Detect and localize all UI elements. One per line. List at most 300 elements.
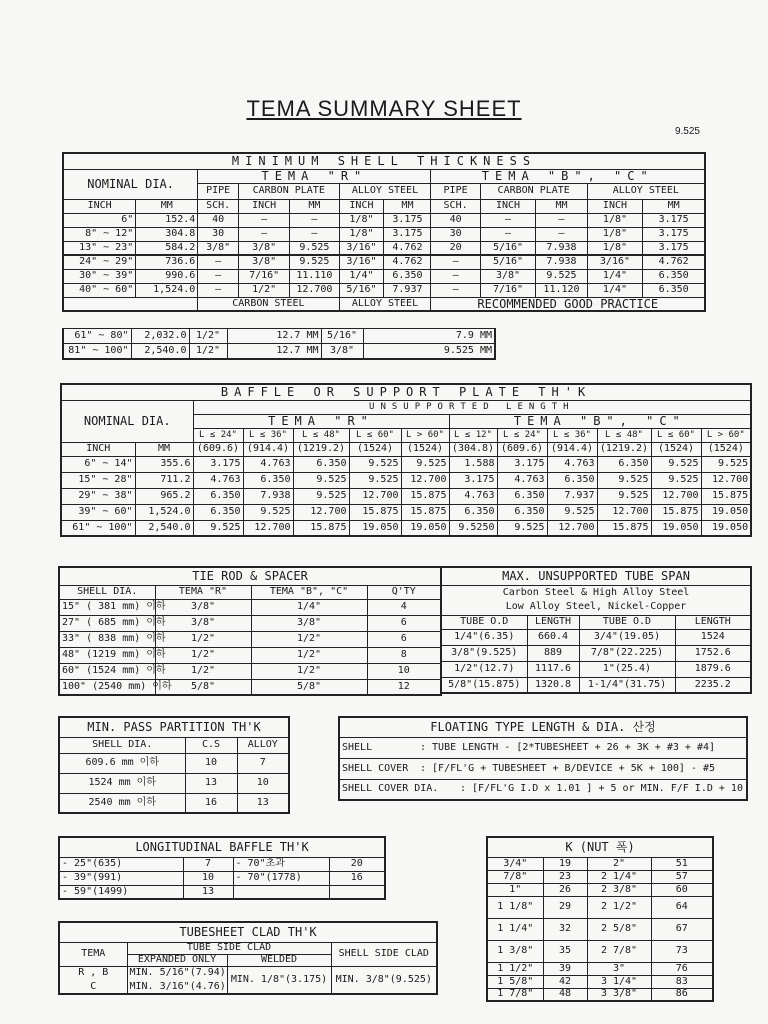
nut-row [487, 857, 713, 870]
length-header: L ≤ 24" [497, 428, 547, 442]
baffle-cell: 965.2 [135, 488, 193, 504]
nut-cell: 2 5/8" [587, 918, 651, 940]
longbaffle-row [59, 871, 385, 885]
baffle-cell: 6.350 [597, 456, 651, 472]
baffle-cell: 4.763 [449, 488, 497, 504]
baffle-row [61, 520, 751, 536]
tierod-row [59, 631, 441, 647]
nut-cell: 3/4" [487, 857, 543, 870]
sub-header: CARBON PLATE [238, 183, 339, 199]
baffle-cell: 9.525 [597, 488, 651, 504]
shell-large-cell: 61" ~ 80" [63, 329, 131, 344]
span-title: MAX. UNSUPPORTED TUBE SPAN [441, 567, 751, 585]
shell-cell: 8" ~ 12" [63, 227, 136, 241]
baffle-cell: 9.525 [349, 472, 401, 488]
shell-cell: 3.175 [384, 227, 431, 241]
baffle-cell: 15.875 [597, 520, 651, 536]
sub-header: PIPE [198, 183, 239, 199]
baffle-cell: 9.525 [597, 472, 651, 488]
shell-large-cell: 3/8" [321, 344, 363, 359]
span-header: LENGTH [675, 615, 751, 629]
pass-title: MIN. PASS PARTITION TH'K [59, 717, 289, 737]
nut-table [486, 836, 714, 1002]
tierod-cell: 12 [367, 679, 441, 695]
baffle-cell: 9.525 [243, 504, 293, 520]
span-cell: 1"(25.4) [579, 661, 675, 677]
baffle-row [61, 472, 751, 488]
length-header: L ≤ 60" [349, 428, 401, 442]
pass-cell: 13 [237, 793, 289, 813]
shell-cell: 3/8" [198, 241, 239, 255]
longbaffle-cell: 20 [329, 857, 385, 871]
floating-title: FLOATING TYPE LENGTH & DIA. 산정 [339, 717, 747, 737]
shell-cell: 1/4" [587, 283, 643, 297]
baffle-cell: 4.763 [193, 472, 243, 488]
mm-header: MM [135, 442, 193, 456]
baffle-row [61, 488, 751, 504]
shell-cell: 40 [198, 213, 239, 227]
shell-title: MINIMUM SHELL THICKNESS [63, 153, 705, 169]
baffle-cell: 15.875 [401, 504, 449, 520]
length-mm-header: (304.8) [449, 442, 497, 456]
shell-row [63, 213, 705, 227]
baffle-cell: 15.875 [293, 520, 349, 536]
nut-cell: 2 1/4" [587, 870, 651, 883]
shell-large-cell: 9.525 MM [363, 344, 495, 359]
shell-row [63, 255, 705, 269]
tierod-row [59, 647, 441, 663]
tierod-cell: 33" ( 838 mm) 이하 [59, 631, 155, 647]
shell-cell: 1/4" [339, 269, 384, 283]
longbaffle-cell [329, 885, 385, 899]
span-header: TUBE O.D [579, 615, 675, 629]
floating-label: SHELL COVER [342, 762, 409, 774]
longbaffle-title: LONGITUDINAL BAFFLE TH'K [59, 837, 385, 857]
nut-cell: 42 [543, 975, 587, 988]
baffle-cell: 15.875 [401, 488, 449, 504]
span-cell: 1524 [675, 629, 751, 645]
shell-cell: 6.350 [384, 269, 431, 283]
unit-header: INCH [63, 199, 136, 213]
baffle-unsupported: UNSUPPORTED LENGTH [193, 400, 751, 414]
clad-tema-header: TEMA [59, 942, 127, 966]
baffle-cell: 12.700 [243, 520, 293, 536]
inch-header: INCH [61, 442, 135, 456]
revision-number: 9.525 [674, 126, 700, 137]
shell-cell: — [198, 255, 239, 269]
baffle-tema-bc: TEMA "B", "C" [449, 414, 751, 428]
nut-row [487, 975, 713, 988]
shell-cell: — [198, 269, 239, 283]
baffle-cell: 2,540.0 [135, 520, 193, 536]
tierod-cell: 3/8" [251, 615, 367, 631]
baffle-cell: 4.763 [497, 472, 547, 488]
baffle-cell: 12.700 [651, 488, 701, 504]
baffle-cell: 7.938 [243, 488, 293, 504]
shell-cell: — [290, 213, 339, 227]
tierod-cell: 10 [367, 663, 441, 679]
longbaffle-cell: - 70"초과 [233, 857, 329, 871]
length-header: L ≤ 24" [193, 428, 243, 442]
tierod-header: Q'TY [367, 585, 441, 599]
shell-cell: 304.8 [136, 227, 198, 241]
baffle-cell: 12.700 [293, 504, 349, 520]
tierod-cell: 60" (1524 mm) 이하 [59, 663, 155, 679]
baffle-cell: 12.700 [349, 488, 401, 504]
clad-exp2: MIN. 3/16"(4.76) [127, 980, 227, 994]
nut-cell: 2 1/2" [587, 896, 651, 918]
span-cell: 2235.2 [675, 677, 751, 693]
tierod-cell: 3/8" [155, 599, 251, 615]
nut-cell: 19 [543, 857, 587, 870]
floating-row [339, 758, 747, 779]
baffle-cell: 9.525 [293, 488, 349, 504]
shell-cell: 5/16" [480, 241, 536, 255]
shell-cell: 6.350 [643, 283, 705, 297]
baffle-cell: 12.700 [401, 472, 449, 488]
shell-cell: — [431, 269, 480, 283]
shell-cell: 1,524.0 [136, 283, 198, 297]
length-header: L > 60" [701, 428, 751, 442]
shell-thickness-table [62, 152, 706, 312]
pass-cell: 10 [185, 753, 237, 773]
unit-header: MM [536, 199, 587, 213]
baffle-cell: 9.525 [651, 472, 701, 488]
tierod-header: TEMA "B", "C" [251, 585, 367, 599]
longbaffle-cell: - 59"(1499) [59, 885, 183, 899]
span-line1: Carbon Steel & High Alloy Steel [441, 585, 751, 600]
span-row [441, 677, 751, 693]
tierod-header: SHELL DIA. [59, 585, 155, 599]
nut-cell: 60 [651, 883, 713, 896]
shell-nominal-dia: NOMINAL DIA. [63, 169, 198, 199]
baffle-cell: 9.5250 [449, 520, 497, 536]
baffle-table [60, 383, 752, 537]
shell-cell: 9.525 [290, 241, 339, 255]
tierod-cell: 48" (1219 mm) 이하 [59, 647, 155, 663]
baffle-cell: 9.525 [701, 456, 751, 472]
baffle-cell: 9.525 [193, 520, 243, 536]
baffle-cell: 15" ~ 28" [61, 472, 135, 488]
shell-cell: 3.175 [643, 213, 705, 227]
shell-large-cell: 2,540.0 [131, 344, 189, 359]
length-mm-header: (609.6) [497, 442, 547, 456]
clad-expanded-header: EXPANDED ONLY [127, 954, 227, 966]
tierod-cell: 6 [367, 615, 441, 631]
span-header: LENGTH [527, 615, 579, 629]
nut-cell: 3 1/4" [587, 975, 651, 988]
nut-cell: 1 7/8" [487, 988, 543, 1001]
unit-header: INCH [480, 199, 536, 213]
span-cell: 660.4 [527, 629, 579, 645]
shell-cell: — [238, 213, 289, 227]
baffle-cell: 6.350 [193, 504, 243, 520]
baffle-cell: 4.763 [547, 456, 597, 472]
baffle-cell: 355.6 [135, 456, 193, 472]
length-header: L > 60" [401, 428, 449, 442]
floating-value: : [F/FL'G + TUBESHEET + B/DEVICE + 5K + 100] - #5 [420, 762, 716, 774]
tierod-cell: 15" ( 381 mm) 이하 [59, 599, 155, 615]
shell-cell: 30 [198, 227, 239, 241]
shell-large-row [63, 329, 495, 344]
shell-row [63, 269, 705, 283]
span-line2: Low Alloy Steel, Nickel-Copper [441, 600, 751, 615]
shell-cell: 7/16" [480, 283, 536, 297]
baffle-cell: 12.700 [547, 520, 597, 536]
baffle-cell: 9.525 [401, 456, 449, 472]
sub-header: CARBON PLATE [480, 183, 587, 199]
nut-cell: 23 [543, 870, 587, 883]
nut-cell: 1" [487, 883, 543, 896]
floating-formula [339, 758, 747, 779]
nut-cell: 2" [587, 857, 651, 870]
shell-cell: 584.2 [136, 241, 198, 255]
baffle-cell: 9.525 [497, 520, 547, 536]
nut-cell: 57 [651, 870, 713, 883]
shell-row [63, 227, 705, 241]
baffle-cell: 9.525 [293, 472, 349, 488]
nut-cell: 48 [543, 988, 587, 1001]
floating-value: : TUBE LENGTH - [2*TUBESHEET + 26 + 3K + #3 + #4] [420, 741, 716, 753]
shell-tema-bc: TEMA "B", "C" [431, 169, 705, 183]
longbaffle-row [59, 885, 385, 899]
shell-cell: 5/16" [339, 283, 384, 297]
clad-welded-header: WELDED [227, 954, 331, 966]
shell-row [63, 283, 705, 297]
shell-large-cell: 2,032.0 [131, 329, 189, 344]
tierod-title: TIE ROD & SPACER [59, 567, 441, 585]
baffle-cell: 19.050 [651, 520, 701, 536]
shell-cell: 9.525 [536, 269, 587, 283]
longbaffle-cell: - 39"(991) [59, 871, 183, 885]
span-row [441, 661, 751, 677]
nut-row [487, 870, 713, 883]
baffle-cell: 4.763 [243, 456, 293, 472]
baffle-cell: 19.050 [349, 520, 401, 536]
nut-cell: 32 [543, 918, 587, 940]
shell-cell: — [536, 213, 587, 227]
shell-cell: 1/8" [339, 213, 384, 227]
unit-header: MM [643, 199, 705, 213]
shell-cell: — [198, 283, 239, 297]
nut-cell: 83 [651, 975, 713, 988]
shell-cell: 30 [431, 227, 480, 241]
span-cell: 1320.8 [527, 677, 579, 693]
shell-large-cell: 1/2" [189, 329, 227, 344]
length-mm-header: (609.6) [193, 442, 243, 456]
baffle-cell: 6.350 [449, 504, 497, 520]
tierod-cell: 1/2" [155, 663, 251, 679]
longbaffle-cell: 16 [329, 871, 385, 885]
shell-cell: 1/8" [587, 213, 643, 227]
shell-large-cell: 81" ~ 100" [63, 344, 131, 359]
shell-cell: 3/16" [587, 255, 643, 269]
unit-header: SCH. [198, 199, 239, 213]
shell-cell: 3/16" [339, 255, 384, 269]
pass-cell: 16 [185, 793, 237, 813]
baffle-nominal-dia: NOMINAL DIA. [61, 400, 193, 442]
sub-header: ALLOY STEEL [587, 183, 705, 199]
baffle-cell: 19.050 [701, 520, 751, 536]
nut-cell: 86 [651, 988, 713, 1001]
pass-row [59, 773, 289, 793]
nut-cell: 67 [651, 918, 713, 940]
nut-cell: 39 [543, 962, 587, 975]
baffle-cell: 15.875 [651, 504, 701, 520]
shell-cell: 4.762 [643, 255, 705, 269]
baffle-cell: 1,524.0 [135, 504, 193, 520]
span-row [441, 645, 751, 661]
shell-large-cell: 12.7 MM [227, 344, 321, 359]
recommended-note: RECOMMENDED GOOD PRACTICE [431, 297, 705, 311]
unit-header: INCH [339, 199, 384, 213]
baffle-cell: 6.350 [497, 504, 547, 520]
unit-header: MM [290, 199, 339, 213]
pass-cell: 13 [185, 773, 237, 793]
page-title: TEMA SUMMARY SHEET [246, 96, 522, 121]
shell-cell: 11.110 [290, 269, 339, 283]
tierod-cell: 1/2" [251, 631, 367, 647]
nut-cell: 26 [543, 883, 587, 896]
unit-header: INCH [587, 199, 643, 213]
length-mm-header: (1219.2) [293, 442, 349, 456]
nut-title: K (NUT 폭) [487, 837, 713, 857]
carbon-steel-label: CARBON STEEL [198, 297, 339, 311]
baffle-cell: 6.350 [193, 488, 243, 504]
nut-cell: 1 1/8" [487, 896, 543, 918]
span-cell: 7/8"(22.225) [579, 645, 675, 661]
baffle-tema-r: TEMA "R" [193, 414, 449, 428]
floating-label: SHELL [342, 741, 373, 753]
shell-cell: 40 [431, 213, 480, 227]
nut-cell: 29 [543, 896, 587, 918]
clad-exp1: MIN. 5/16"(7.94) [127, 966, 227, 980]
nut-cell: 3" [587, 962, 651, 975]
floating-row [339, 779, 747, 800]
pass-cell: 7 [237, 753, 289, 773]
tierod-cell: 1/2" [155, 647, 251, 663]
shell-cell: 736.6 [136, 255, 198, 269]
baffle-cell: 6.350 [293, 456, 349, 472]
alloy-steel-label: ALLOY STEEL [339, 297, 431, 311]
span-cell: 1/2"(12.7) [441, 661, 527, 677]
shell-cell: 3.175 [384, 213, 431, 227]
baffle-cell: 3.175 [497, 456, 547, 472]
baffle-cell: 19.050 [401, 520, 449, 536]
shell-cell: 1/8" [339, 227, 384, 241]
baffle-cell: 6.350 [547, 472, 597, 488]
tierod-cell: 27" ( 685 mm) 이하 [59, 615, 155, 631]
shell-large-cell: 7.9 MM [363, 329, 495, 344]
longbaffle-table [58, 836, 386, 900]
length-mm-header: (914.4) [243, 442, 293, 456]
nut-cell: 1 3/8" [487, 940, 543, 962]
baffle-cell: 3.175 [193, 456, 243, 472]
nut-cell: 35 [543, 940, 587, 962]
baffle-cell: 9.525 [651, 456, 701, 472]
shell-cell: 1/2" [238, 283, 289, 297]
baffle-cell: 3.175 [449, 472, 497, 488]
shell-cell: 4.762 [384, 241, 431, 255]
clad-class1: R , B [59, 966, 127, 980]
baffle-cell: 12.700 [701, 472, 751, 488]
baffle-cell: 19.050 [701, 504, 751, 520]
pass-header: SHELL DIA. [59, 737, 185, 753]
pass-cell: 10 [237, 773, 289, 793]
shell-cell: 5/16" [480, 255, 536, 269]
nut-cell: 76 [651, 962, 713, 975]
span-cell: 5/8"(15.875) [441, 677, 527, 693]
shell-cell: 3.175 [643, 241, 705, 255]
floating-row [339, 737, 747, 758]
tierod-cell: 5/8" [155, 679, 251, 695]
tierod-cell: 1/2" [251, 663, 367, 679]
floating-table [338, 716, 748, 801]
baffle-cell: 711.2 [135, 472, 193, 488]
shell-cell: 990.6 [136, 269, 198, 283]
shell-cell: — [480, 227, 536, 241]
span-cell: 1-1/4"(31.75) [579, 677, 675, 693]
nut-cell: 73 [651, 940, 713, 962]
longbaffle-cell: 13 [183, 885, 233, 899]
shell-cell: 40" ~ 60" [63, 283, 136, 297]
baffle-cell: 6.350 [243, 472, 293, 488]
length-mm-header: (1524) [651, 442, 701, 456]
nut-cell: 1 1/2" [487, 962, 543, 975]
length-header: L ≤ 36" [547, 428, 597, 442]
nut-row [487, 962, 713, 975]
longbaffle-row [59, 857, 385, 871]
clad-shell: MIN. 3/8"(9.525) [331, 966, 437, 994]
pass-cell: 1524 mm 이하 [59, 773, 185, 793]
pass-cell: 609.6 mm 이하 [59, 753, 185, 773]
span-cell: 1117.6 [527, 661, 579, 677]
shell-cell: 20 [431, 241, 480, 255]
nut-cell: 51 [651, 857, 713, 870]
shell-cell: — [290, 227, 339, 241]
tierod-row [59, 599, 441, 615]
unit-header: MM [136, 199, 198, 213]
shell-row [63, 241, 705, 255]
baffle-cell: 9.525 [547, 504, 597, 520]
shell-large-table [62, 328, 496, 360]
pass-header: C.S [185, 737, 237, 753]
baffle-row [61, 456, 751, 472]
tierod-cell: 8 [367, 647, 441, 663]
unit-header: MM [384, 199, 431, 213]
blank-cell [63, 297, 198, 311]
shell-cell: 7.938 [536, 255, 587, 269]
shell-large-row [63, 344, 495, 359]
longbaffle-cell: 10 [183, 871, 233, 885]
tierod-header: TEMA "R" [155, 585, 251, 599]
nut-row [487, 988, 713, 1001]
shell-cell: — [431, 283, 480, 297]
tierod-table [58, 566, 442, 696]
floating-label: SHELL COVER DIA. [342, 783, 439, 795]
length-mm-header: (1219.2) [597, 442, 651, 456]
clad-class2: C [59, 980, 127, 994]
baffle-row [61, 504, 751, 520]
shell-large-cell: 5/16" [321, 329, 363, 344]
baffle-cell: 29" ~ 38" [61, 488, 135, 504]
span-cell: 3/8"(9.525) [441, 645, 527, 661]
span-cell: 1/4"(6.35) [441, 629, 527, 645]
shell-cell: 24" ~ 29" [63, 255, 136, 269]
clad-title: TUBESHEET CLAD TH'K [59, 922, 437, 942]
shell-large-cell: 1/2" [189, 344, 227, 359]
span-cell: 889 [527, 645, 579, 661]
